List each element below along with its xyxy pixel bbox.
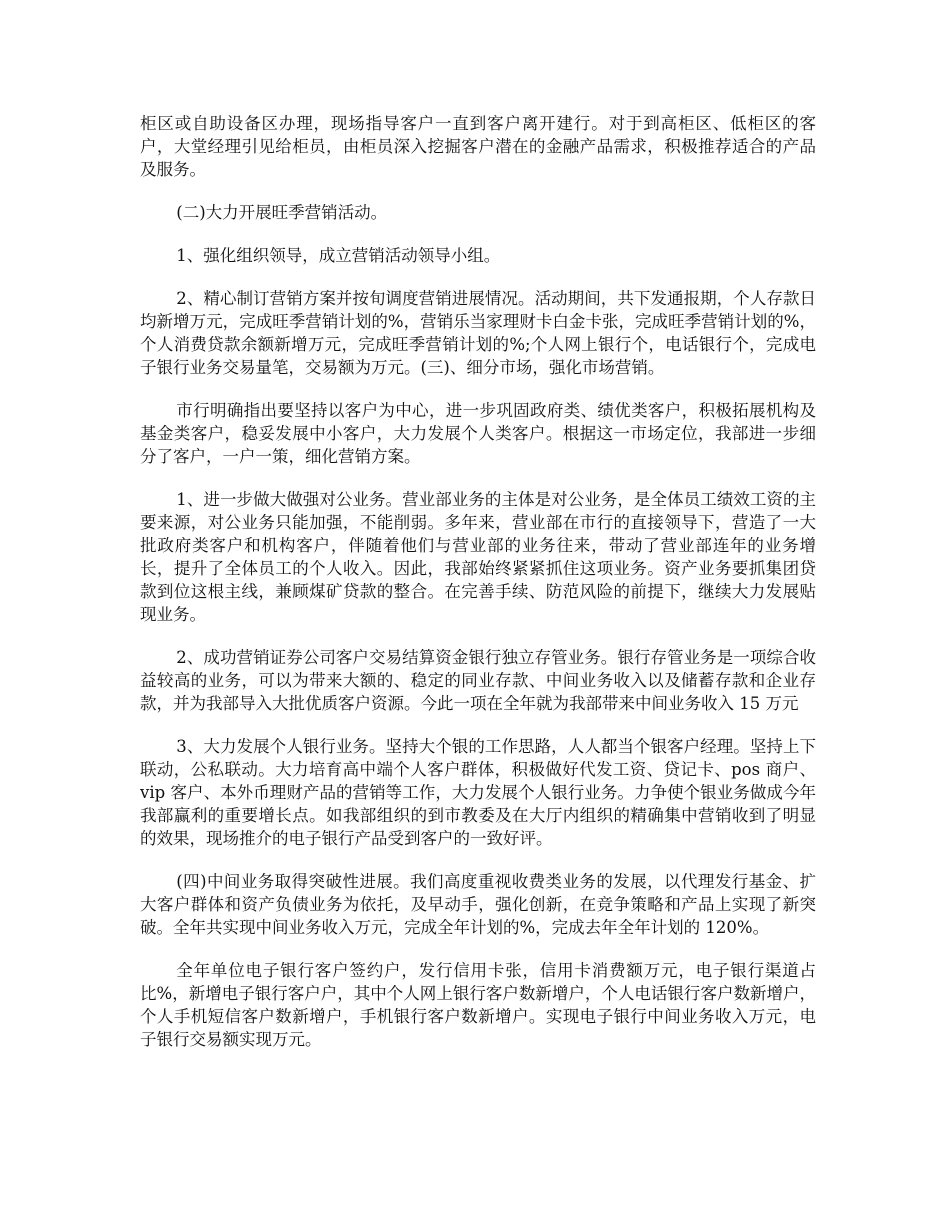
paragraph-8: 3、大力发展个人银行业务。坚持大个银的工作思路，人人都当个银客户经理。坚持上下联动，公私联动。大力培育高中端个人客户群体，积极做好代发工资、贷记卡、pos 商户、vip 客户、本外币理财产品的营销等工作，大力发展个人银行业务。力争使个银业务做成今年我部赢利的重要增长点。如我部组织的到市教委及在大厅内组织的精确集中营销收到了明显的效果，现场推介的电子银行产品受到客户的一致好评。 — [140, 737, 816, 848]
section-heading-2: (二)大力开展旺季营销活动。 — [176, 203, 388, 222]
paragraph-9: (四)中间业务取得突破性进展。我们高度重视收费类业务的发展，以代理发行基金、扩大客户群体和资产负债业务为依托，及早动手，强化创新，在竞争策略和产品上实现了新突破。全年共实现中间业务收入万元，完成全年计划的%，完成去年全年计划的 120%。 — [140, 872, 816, 937]
paragraph-6: 1、进一步做大做强对公业务。营业部业务的主体是对公业务，是全体员工绩效工资的主要来源，对公业务只能加强，不能削弱。多年来，营业部在市行的直接领导下，营造了一大批政府类客户和机构客户，伴随着他们与营业部的业务往来，带动了营业部连年的业务增长，提升了全体员工的个人收入。因此，我部始终紧紧抓住这项业务。资产业务要抓集团贷款到位这根主线，兼顾煤矿贷款的整合。在完善手续、防范风险的前提下，继续大力发展贴现业务。 — [140, 490, 816, 624]
paragraph-5: 市行明确指出要坚持以客户为中心，进一步巩固政府类、绩优类客户，积极拓展机构及基金类客户，稳妥发展中小客户，大力发展个人类客户。根据这一市场定位，我部进一步细分了客户，一户一策，细化营销方案。 — [140, 401, 816, 466]
paragraph-1: 柜区或自助设备区办理，现场指导客户一直到客户离开建行。对于到高柜区、低柜区的客户，大堂经理引见给柜员，由柜员深入挖掘客户潜在的金融产品需求，积极推荐适合的产品及服务。 — [140, 114, 816, 179]
paragraph-4: 2、精心制订营销方案并按旬调度营销进展情况。活动期间，共下发通报期，个人存款日均新增万元，完成旺季营销计划的%，营销乐当家理财卡白金卡张，完成旺季营销计划的%，个人消费贷款余额新增万元，完成旺季营销计划的%;个人网上银行个，电话银行个，完成电子银行业务交易量笔，交易额为万元。(三)、细分市场，强化市场营销。 — [140, 289, 816, 377]
paragraph-10: 全年单位电子银行客户签约户，发行信用卡张，信用卡消费额万元，电子银行渠道占比%，新增电子银行客户户，其中个人网上银行客户数新增户，个人电话银行客户数新增户，个人手机短信客户数新增户，手机银行客户数新增户。实现电子银行中间业务收入万元，电子银行交易额实现万元。 — [140, 961, 816, 1049]
paragraph-7: 2、成功营销证券公司客户交易结算资金银行独立存管业务。银行存管业务是一项综合收益较高的业务，可以为带来大额的、稳定的同业存款、中间业务收入以及储蓄存款和企业存款，并为我部导入大批优质客户资源。今此一项在全年就为我部带来中间业务收入 15 万元 — [140, 648, 816, 713]
paragraph-3: 1、强化组织领导，成立营销活动领导小组。 — [176, 246, 501, 265]
document-body — [140, 112, 816, 1071]
